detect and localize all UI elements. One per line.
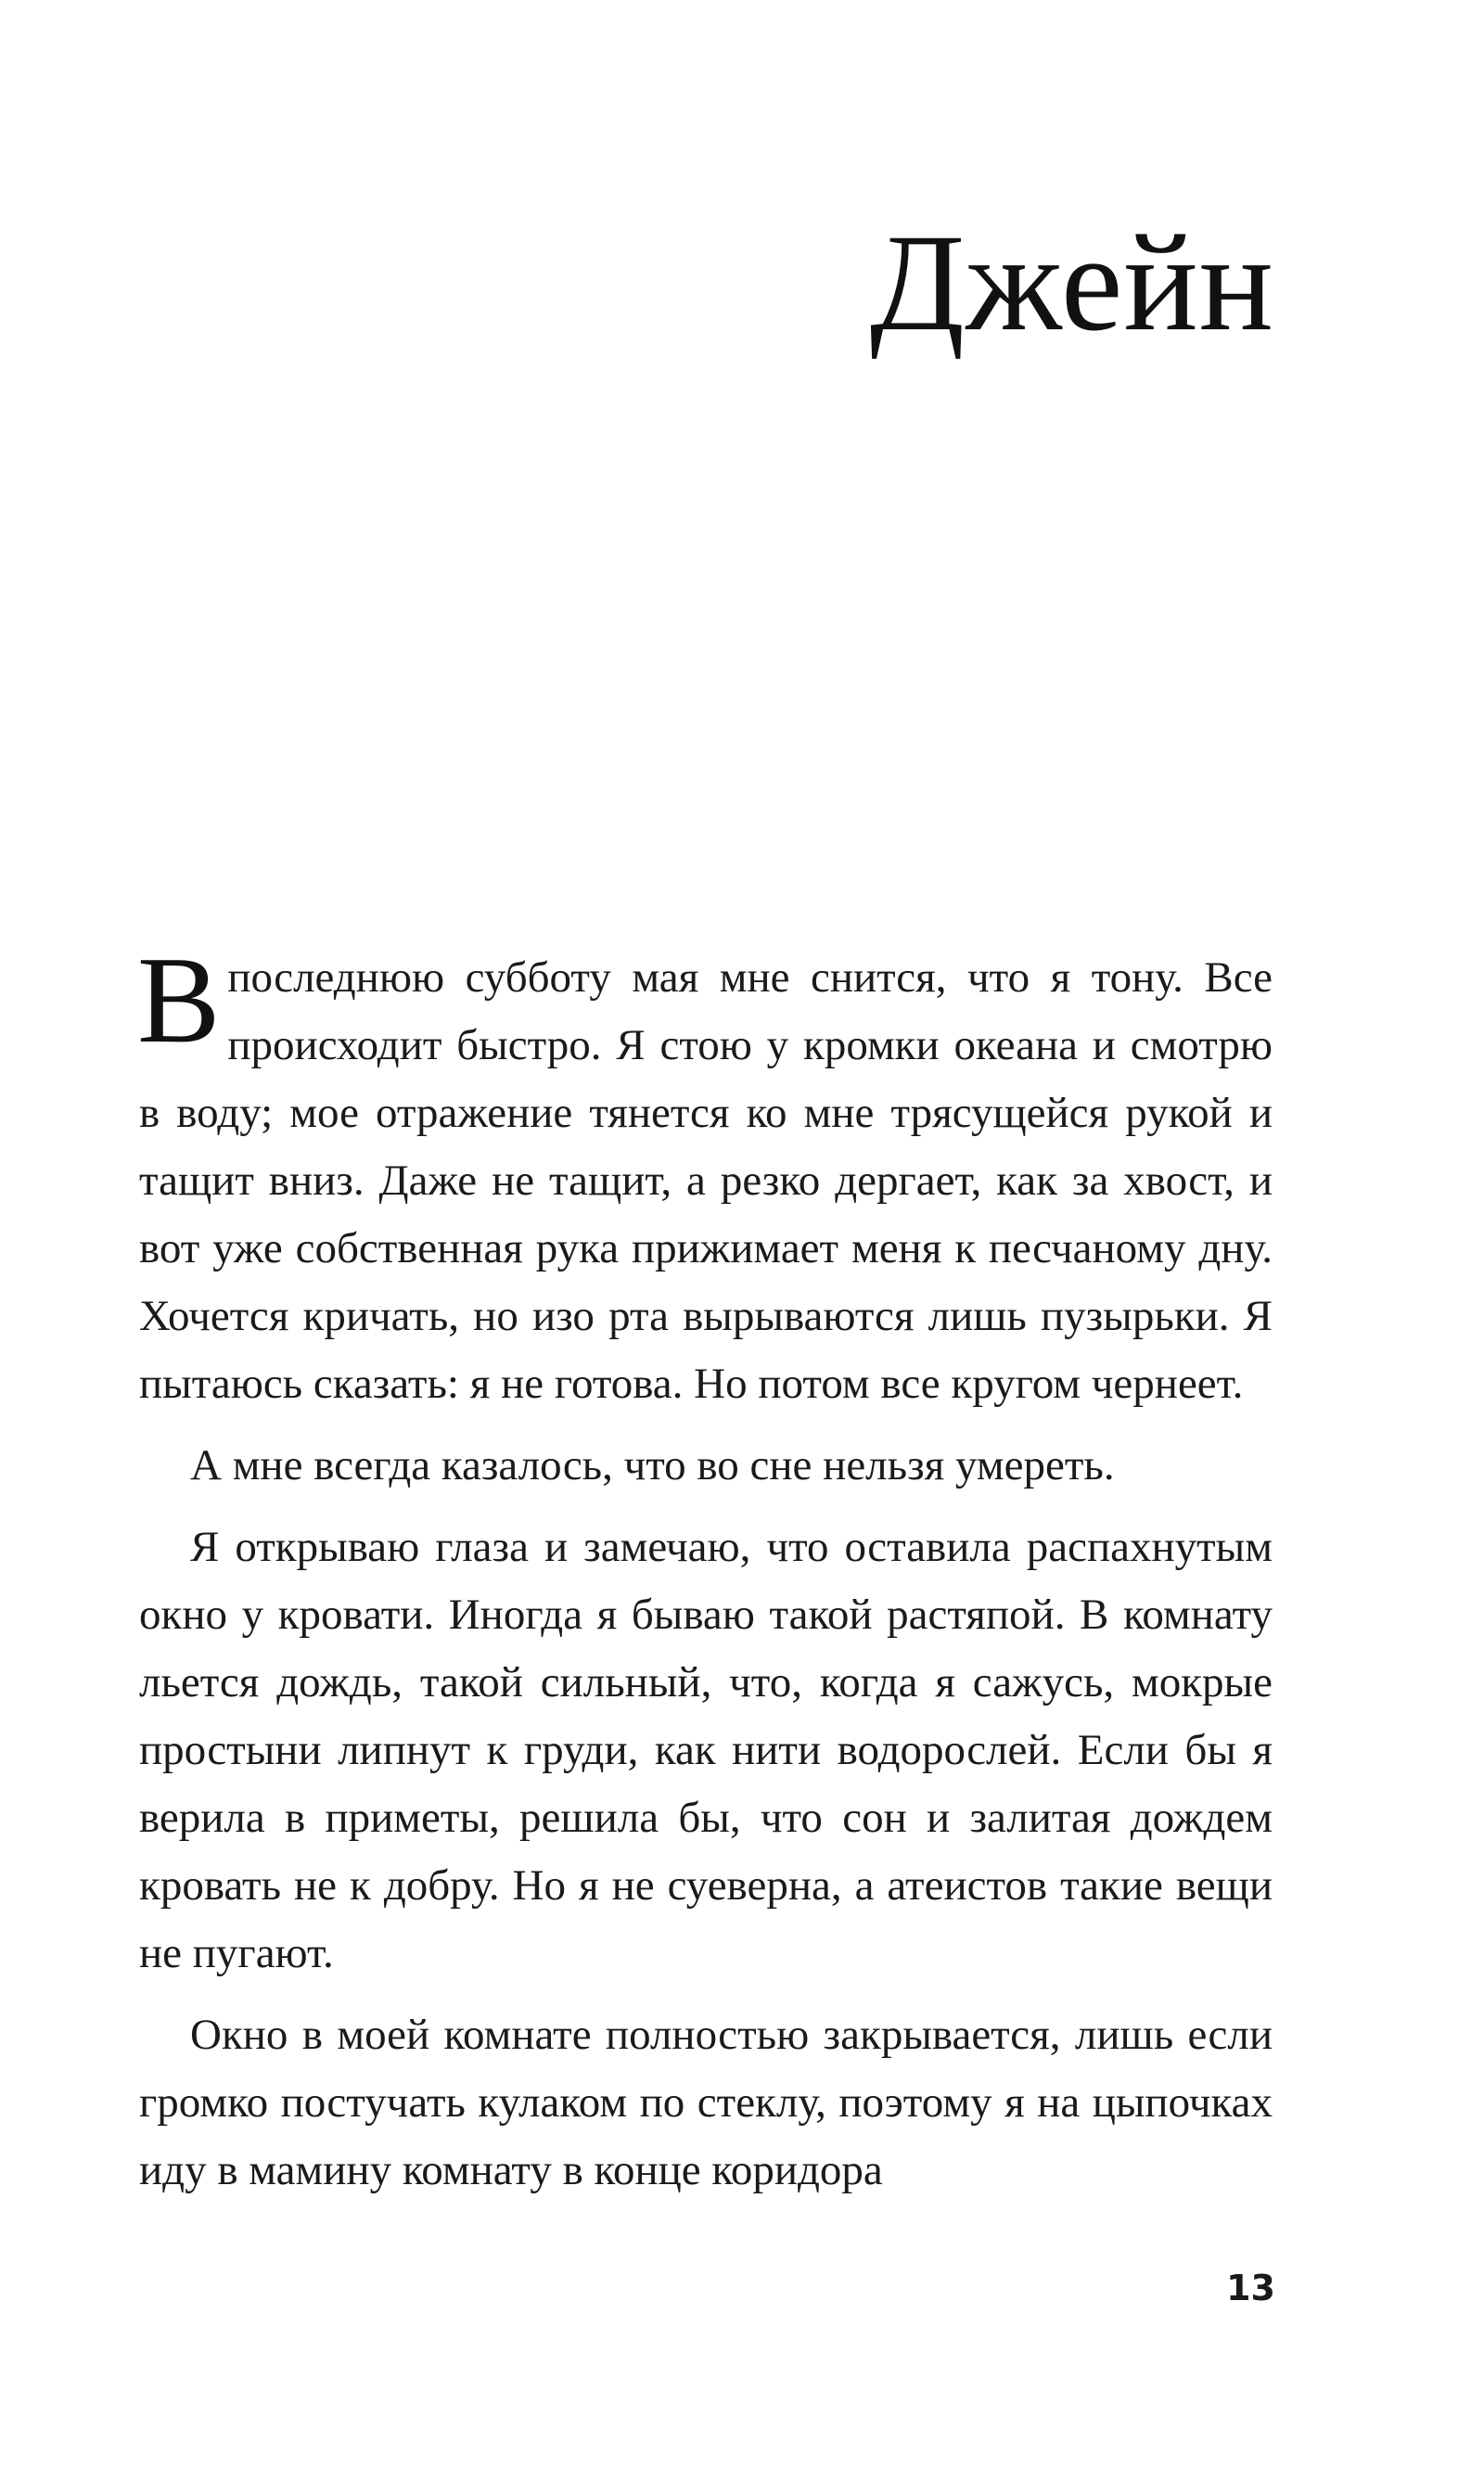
paragraph-3: Я открываю глаза и замечаю, что оставила распахнутым окно у кровати. Иногда я бываю такой растяпой. В комнату льется дождь, такой сильный, что, когда я сажусь, мокрые простыни липнут к груди, как нити водорослей. Если бы я верила в приметы, решила бы, что сон и залитая дождем кровать не к добру. Но я не суеверна, а атеистов такие вещи не пугают. [139,1523,1273,1977]
paragraph-2: А мне всегда казалось, что во сне нельзя умереть. [190,1441,1115,1489]
paragraph-1 [137,931,1273,1418]
body-text [137,931,1273,2205]
drop-cap: В [137,931,221,1068]
paragraph-4: Окно в моей комнате полностью закрывается, лишь если громко постучать кулаком по стеклу, поэтому я на цыпочках иду в мамину комнату в конце коридора [139,2011,1273,2194]
chapter-title: Джейн [869,206,1274,360]
page-number: 13 [1226,2268,1275,2308]
paragraph-1-text: последнюю субботу мая мне снится, что я тону. Все происходит быстро. Я стою у кромки океана и смотрю в воду; мое отражение тянется ко мне трясущейся рукой и тащит вниз. Даже не тащит, а резко дергает, как за хвост, и вот уже собственная рука прижимает меня к песчаному дну. Хочется кричать, но изо рта вырываются лишь пузырьки. Я пытаюсь сказать: я не готова. Но потом все кругом чернеет. [139,953,1273,1408]
